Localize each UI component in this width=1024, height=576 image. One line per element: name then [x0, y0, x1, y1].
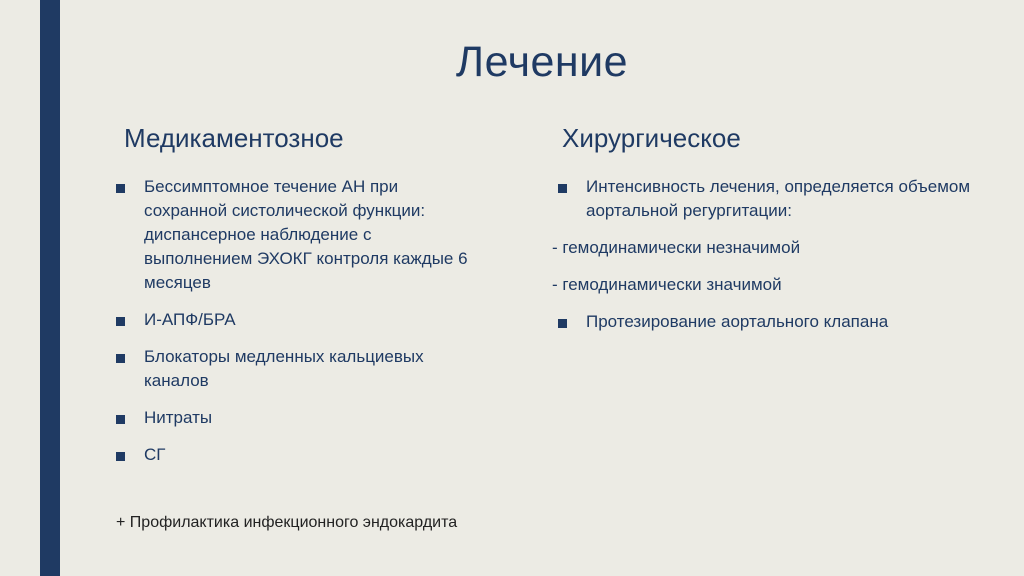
list-item [552, 236, 972, 260]
list-item-text: Блокаторы медленных кальциевых каналов [144, 347, 424, 390]
list-item [116, 406, 476, 430]
list-item [116, 175, 476, 295]
square-bullet-icon [116, 354, 125, 363]
square-bullet-icon [116, 317, 125, 326]
list-item [552, 175, 972, 223]
list-item [116, 345, 476, 393]
square-bullet-icon [116, 452, 125, 461]
list-item-text: - гемодинамически значимой [552, 275, 782, 294]
list-item [116, 308, 476, 332]
square-bullet-icon [116, 415, 125, 424]
list-item-text: Интенсивность лечения, определяется объемом аортальной регургитации: [586, 177, 971, 220]
list-item-text: Нитраты [144, 408, 213, 427]
square-bullet-icon [558, 319, 567, 328]
list-item [552, 273, 972, 297]
right-column-heading: Хирургическое [562, 123, 741, 153]
list-item-text: И-АПФ/БРА [144, 310, 236, 329]
list-item-text: СГ [144, 445, 166, 464]
list-item-text: - гемодинамически незначимой [552, 238, 801, 257]
list-item-text: Протезирование аортального клапана [586, 312, 889, 331]
list-item [116, 443, 476, 467]
square-bullet-icon [116, 184, 125, 193]
list-item-text: Бессимптомное течение АН при сохранной систолической функции: диспансерное наблюдение с выполнением ЭХОКГ контроля каждые 6 месяцев [144, 177, 468, 292]
left-column-list [116, 175, 476, 480]
right-column-list [552, 175, 972, 347]
square-bullet-icon [558, 184, 567, 193]
left-accent-bar [40, 0, 60, 576]
left-column-heading: Медикаментозное [124, 123, 344, 153]
footnote: + Профилактика инфекционного эндокардита [116, 514, 458, 531]
list-item [552, 310, 972, 334]
slide-title: Лечение [455, 38, 629, 86]
